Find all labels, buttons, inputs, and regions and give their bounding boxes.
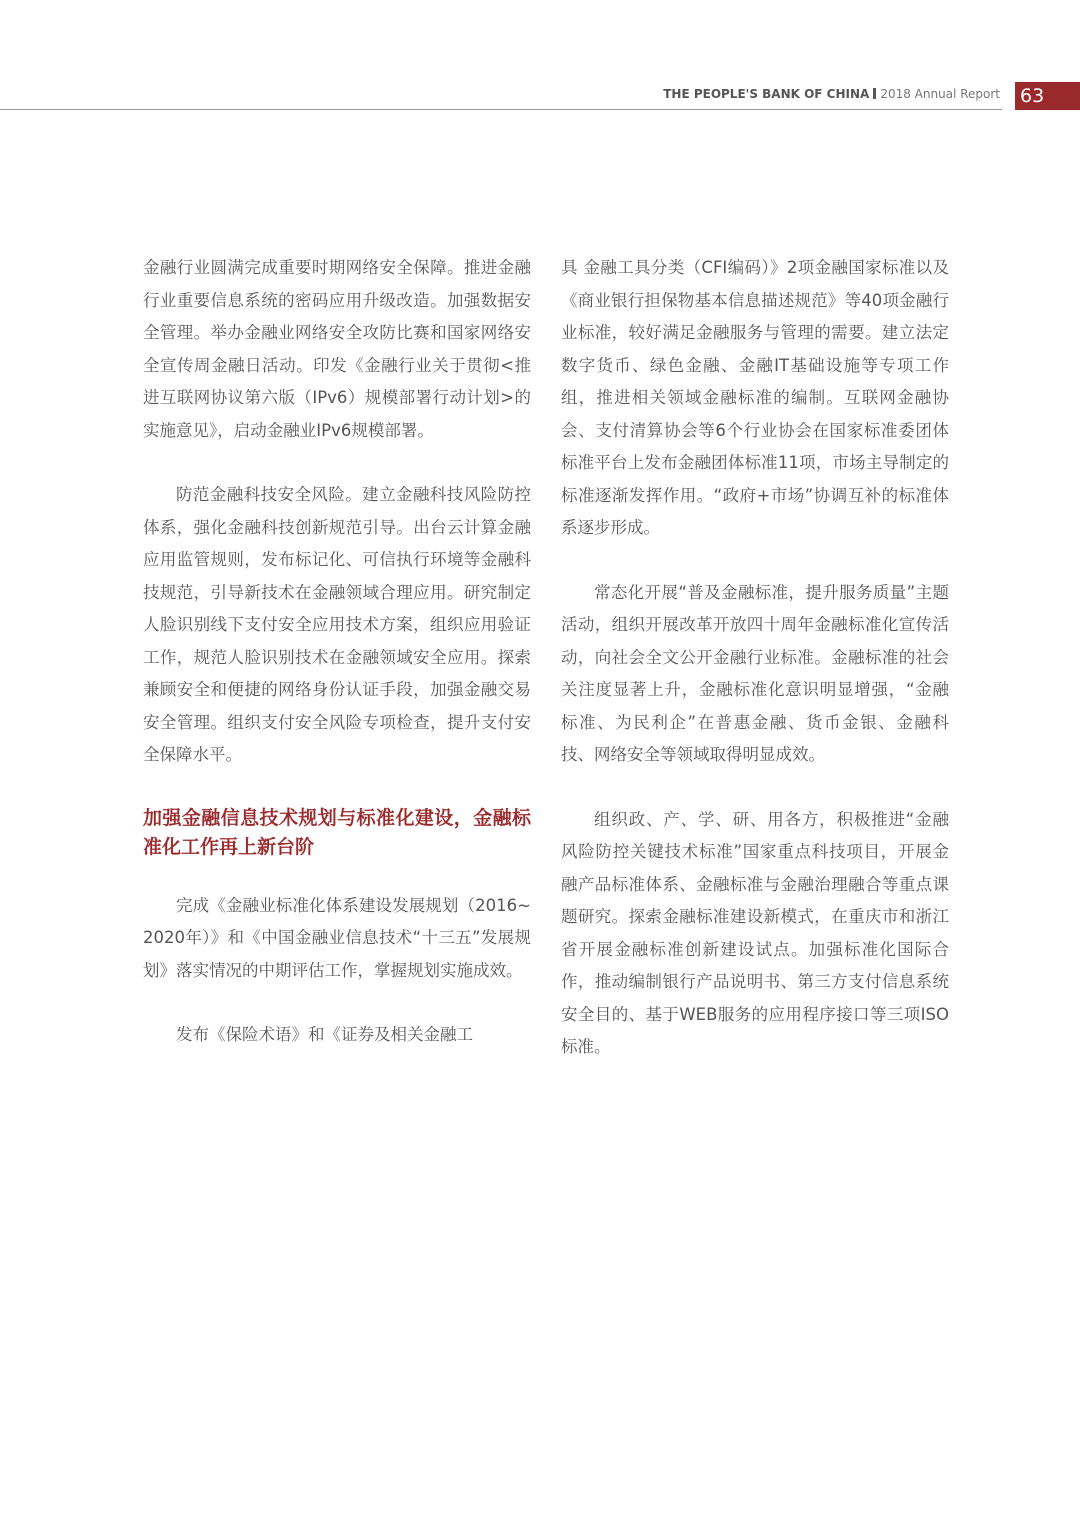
right-paragraph-2: 常态化开展“普及金融标准，提升服务质量”主题活动，组织开展改革开放四十周年金融标准化宣传活动，向社会全文公开金融行业标准。金融标准的社会关注度显著上升，金融标准化意识明显增强，“金融标准、为民利企”在普惠金融、货币金银、金融科技、网络安全等领域取得明显成效。	[561, 582, 949, 764]
right-paragraph-3: 组织政、产、学、研、用各方，积极推进“金融风险防控关键技术标准”国家重点科技项目，开展金融产品标准体系、金融标准与金融治理融合等重点课题研究。探索金融标准建设新模式，在重庆市和浙江省开展金融标准创新建设试点。加强标准化国际合作，推动编制银行产品说明书、第三方支付信息系统安全目的、基于WEB服务的应用程序接口等三项ISO标准。	[561, 809, 949, 1056]
section-heading: 加强金融信息技术规划与标准化建设，金融标准化工作再上新台阶	[143, 806, 531, 858]
right-paragraph-1: 具 金融工具分类（CFI编码）》2项金融国家标准以及《商业银行担保物基本信息描述规范》等40项金融行业标准，较好满足金融服务与管理的需要。建立法定数字货币、绿色金融、金融IT基础设施等专项工作组，推进相关领域金融标准的编制。互联网金融协会、支付清算协会等6个行业协会在国家标准委团体标准平台上发布金融团体标准11项，市场主导制定的标准逐渐发挥作用。“政府+市场”协调互补的标准体系逐步形成。	[561, 258, 949, 537]
header-organization: THE PEOPLE'S BANK OF CHINA	[663, 87, 870, 101]
left-paragraph-4: 发布《保险术语》和《证券及相关金融工	[176, 1025, 473, 1044]
running-header	[663, 86, 1000, 102]
left-paragraph-3: 完成《金融业标准化体系建设发展规划（2016~2020年）》和《中国金融业信息技术“十三五”发展规划》落实情况的中期评估工作，掌握规划实施成效。	[143, 895, 531, 980]
header-rule	[0, 109, 1002, 110]
left-paragraph-1: 金融行业圆满完成重要时期网络安全保障。推进金融行业重要信息系统的密码应用升级改造。加强数据安全管理。举办金融业网络安全攻防比赛和国家网络安全宣传周金融日活动。印发《金融行业关于贯彻<推进互联网协议第六版（IPv6）规模部署行动计划>的实施意见》，启动金融业IPv6规模部署。	[143, 258, 531, 440]
page-number: 63	[1015, 82, 1080, 110]
right-column	[561, 252, 949, 1096]
header-report-title: 2018 Annual Report	[880, 87, 1000, 101]
left-paragraph-2: 防范金融科技安全风险。建立金融科技风险防控体系，强化金融科技创新规范引导。出台云计算金融应用监管规则，发布标记化、可信执行环境等金融科技规范，引导新技术在金融领域合理应用。研究制定人脸识别线下支付安全应用技术方案，组织应用验证工作，规范人脸识别技术在金融领域安全应用。探索兼顾安全和便捷的网络身份认证手段，加强金融交易安全管理。组织支付安全风险专项检查，提升支付安全保障水平。	[143, 485, 531, 764]
header-separator	[873, 88, 876, 99]
left-column	[143, 252, 531, 1084]
